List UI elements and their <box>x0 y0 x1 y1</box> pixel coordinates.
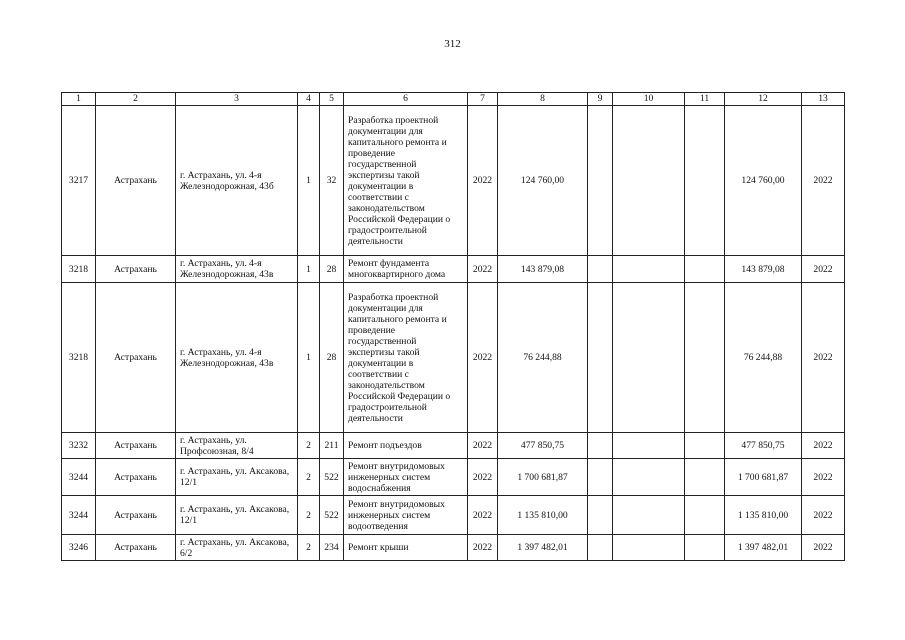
address-cell: г. Астрахань, ул. Аксакова, 6/2 <box>176 535 298 561</box>
completion-year-cell: 2022 <box>802 433 845 459</box>
row-number-cell: 3244 <box>62 459 96 496</box>
row-number-cell: 3217 <box>62 106 96 256</box>
work-type-cell: Ремонт подъездов <box>344 433 468 459</box>
work-type-cell: Ремонт крыши <box>344 535 468 561</box>
municipality-cell: Астрахань <box>96 256 176 283</box>
col11-cell <box>685 283 725 433</box>
amount-cell: 477 850,75 <box>498 433 588 459</box>
amount-cell: 76 244,88 <box>498 283 588 433</box>
completion-year-cell: 2022 <box>802 535 845 561</box>
column-number-header: 9 <box>588 93 613 106</box>
year-cell: 2022 <box>468 106 498 256</box>
column-number-row <box>62 93 845 106</box>
total-amount-cell: 143 879,08 <box>725 256 802 283</box>
page-number: 312 <box>444 38 461 50</box>
column-number-header: 7 <box>468 93 498 106</box>
address-cell: г. Астрахань, ул. Аксакова, 12/1 <box>176 459 298 496</box>
col9-cell <box>588 106 613 256</box>
table-row <box>62 256 845 283</box>
column-number-header: 1 <box>62 93 96 106</box>
total-amount-cell: 477 850,75 <box>725 433 802 459</box>
row-number-cell: 3246 <box>62 535 96 561</box>
column-number-header: 10 <box>613 93 685 106</box>
column-number-header: 12 <box>725 93 802 106</box>
row-number-cell: 3232 <box>62 433 96 459</box>
year-cell: 2022 <box>468 283 498 433</box>
total-amount-cell: 76 244,88 <box>725 283 802 433</box>
column-number-header: 3 <box>176 93 298 106</box>
col9-cell <box>588 433 613 459</box>
column-number-header: 5 <box>320 93 344 106</box>
municipality-cell: Астрахань <box>96 283 176 433</box>
col9-cell <box>588 496 613 535</box>
col4-cell: 2 <box>298 433 320 459</box>
col5-cell: 28 <box>320 256 344 283</box>
col4-cell: 2 <box>298 459 320 496</box>
column-number-header: 8 <box>498 93 588 106</box>
amount-cell: 1 700 681,87 <box>498 459 588 496</box>
amount-cell: 143 879,08 <box>498 256 588 283</box>
col5-cell: 28 <box>320 283 344 433</box>
row-number-cell: 3218 <box>62 256 96 283</box>
col10-cell <box>613 106 685 256</box>
row-number-cell: 3218 <box>62 283 96 433</box>
amount-cell: 124 760,00 <box>498 106 588 256</box>
amount-cell: 1 397 482,01 <box>498 535 588 561</box>
work-type-cell: Разработка проектной документации для капитального ремонта и проведение государственной экспертизы такой документации в соответствии с законодательством Российской Федерации о градостроительной деятельности <box>344 106 468 256</box>
total-amount-cell: 124 760,00 <box>725 106 802 256</box>
col5-cell: 32 <box>320 106 344 256</box>
year-cell: 2022 <box>468 535 498 561</box>
col11-cell <box>685 106 725 256</box>
total-amount-cell: 1 700 681,87 <box>725 459 802 496</box>
col11-cell <box>685 433 725 459</box>
col5-cell: 234 <box>320 535 344 561</box>
col5-cell: 522 <box>320 459 344 496</box>
work-type-cell: Ремонт внутридомовых инженерных систем водоснабжения <box>344 459 468 496</box>
col4-cell: 1 <box>298 256 320 283</box>
column-number-header: 2 <box>96 93 176 106</box>
col10-cell <box>613 496 685 535</box>
completion-year-cell: 2022 <box>802 496 845 535</box>
municipality-cell: Астрахань <box>96 496 176 535</box>
col9-cell <box>588 256 613 283</box>
col4-cell: 1 <box>298 283 320 433</box>
table-row <box>62 459 845 496</box>
work-type-cell: Ремонт внутридомовых инженерных систем водоотведения <box>344 496 468 535</box>
col10-cell <box>613 433 685 459</box>
work-type-cell: Разработка проектной документации для капитального ремонта и проведение государственной экспертизы такой документации в соответствии с законодательством Российской Федерации о градостроительной деятельности <box>344 283 468 433</box>
col4-cell: 1 <box>298 106 320 256</box>
table-row <box>62 283 845 433</box>
address-cell: г. Астрахань, ул. 4-я Железнодорожная, 43в <box>176 256 298 283</box>
col9-cell <box>588 283 613 433</box>
table-row <box>62 433 845 459</box>
column-number-header: 11 <box>685 93 725 106</box>
municipality-cell: Астрахань <box>96 459 176 496</box>
municipality-cell: Астрахань <box>96 535 176 561</box>
year-cell: 2022 <box>468 496 498 535</box>
col11-cell <box>685 256 725 283</box>
municipality-cell: Астрахань <box>96 106 176 256</box>
year-cell: 2022 <box>468 256 498 283</box>
total-amount-cell: 1 397 482,01 <box>725 535 802 561</box>
column-number-header: 13 <box>802 93 845 106</box>
col10-cell <box>613 459 685 496</box>
col11-cell <box>685 459 725 496</box>
municipality-cell: Астрахань <box>96 433 176 459</box>
amount-cell: 1 135 810,00 <box>498 496 588 535</box>
year-cell: 2022 <box>468 433 498 459</box>
col9-cell <box>588 535 613 561</box>
completion-year-cell: 2022 <box>802 256 845 283</box>
column-number-header: 6 <box>344 93 468 106</box>
table-row <box>62 535 845 561</box>
col11-cell <box>685 535 725 561</box>
table-row <box>62 496 845 535</box>
column-number-header: 4 <box>298 93 320 106</box>
col10-cell <box>613 535 685 561</box>
col4-cell: 2 <box>298 496 320 535</box>
col9-cell <box>588 459 613 496</box>
address-cell: г. Астрахань, ул. Аксакова, 12/1 <box>176 496 298 535</box>
col10-cell <box>613 283 685 433</box>
work-type-cell: Ремонт фундамента многоквартирного дома <box>344 256 468 283</box>
total-amount-cell: 1 135 810,00 <box>725 496 802 535</box>
completion-year-cell: 2022 <box>802 459 845 496</box>
col5-cell: 522 <box>320 496 344 535</box>
address-cell: г. Астрахань, ул. 4-я Железнодорожная, 43в <box>176 283 298 433</box>
col5-cell: 211 <box>320 433 344 459</box>
col10-cell <box>613 256 685 283</box>
address-cell: г. Астрахань, ул. Профсоюзная, 8/4 <box>176 433 298 459</box>
col4-cell: 2 <box>298 535 320 561</box>
year-cell: 2022 <box>468 459 498 496</box>
col11-cell <box>685 496 725 535</box>
table-row <box>62 106 845 256</box>
completion-year-cell: 2022 <box>802 283 845 433</box>
repair-registry-table <box>61 92 845 561</box>
completion-year-cell: 2022 <box>802 106 845 256</box>
address-cell: г. Астрахань, ул. 4-я Железнодорожная, 43б <box>176 106 298 256</box>
row-number-cell: 3244 <box>62 496 96 535</box>
